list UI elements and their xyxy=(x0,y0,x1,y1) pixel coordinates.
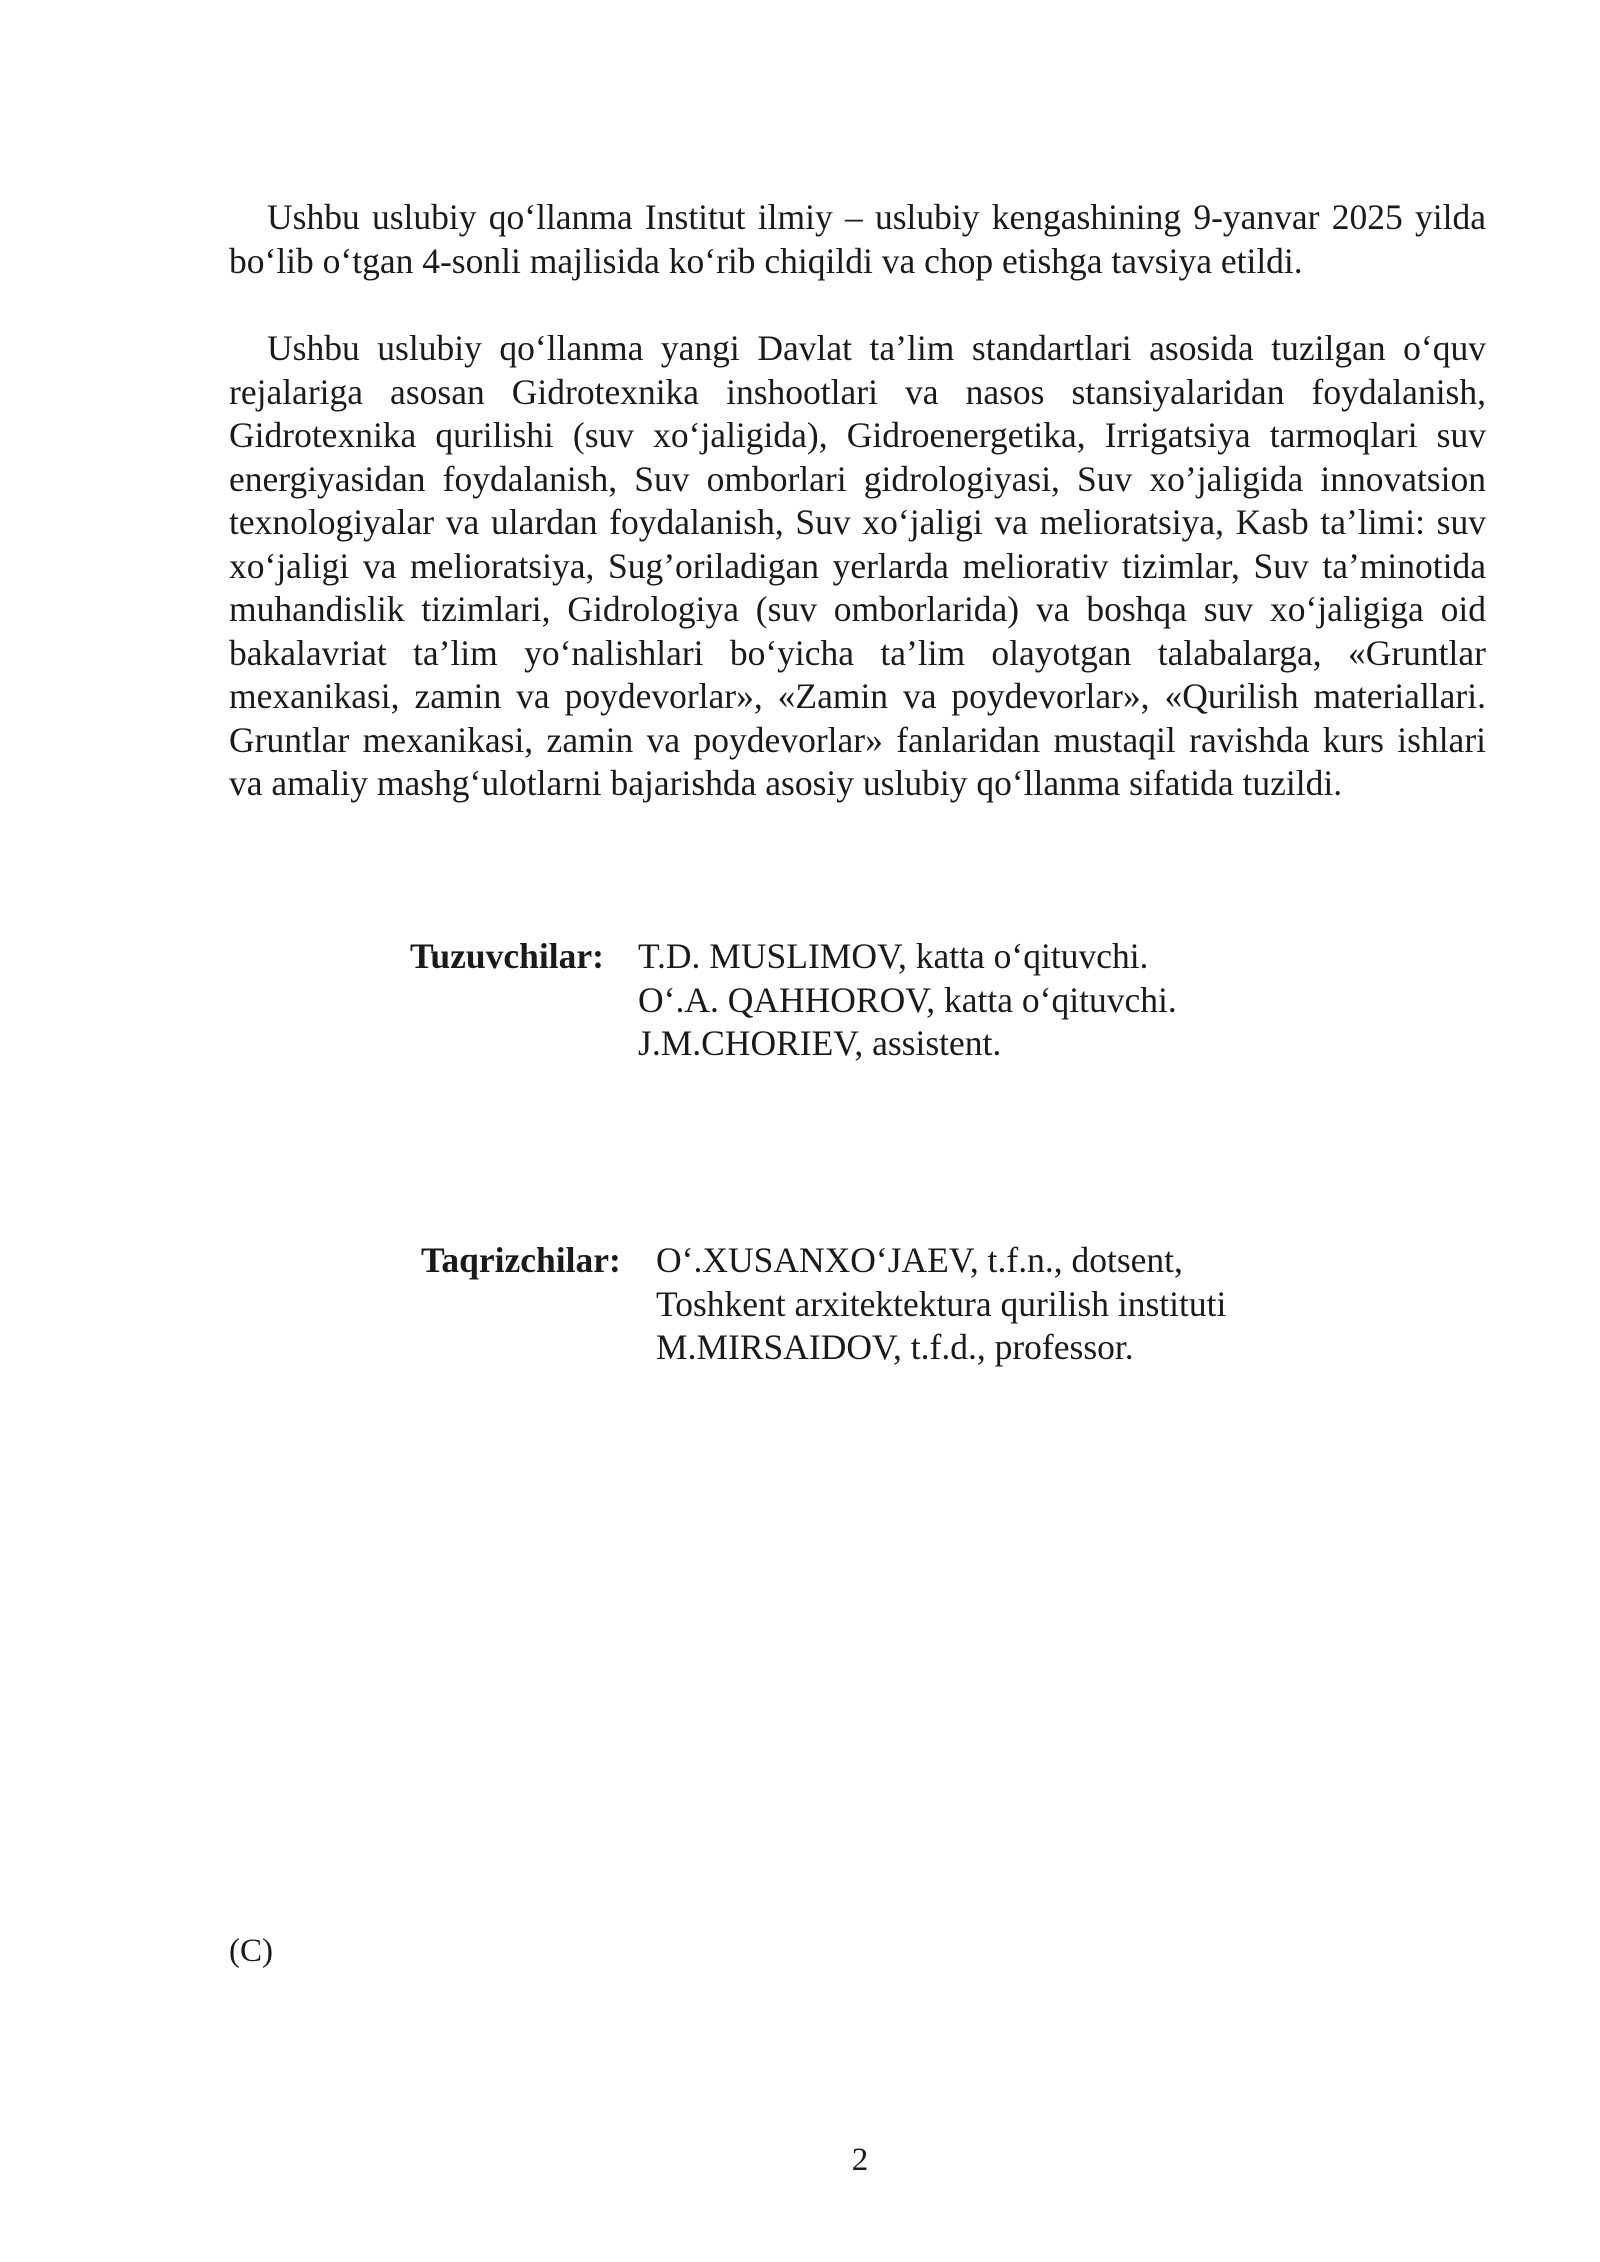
reviewer-affiliation: Toshkent arxitektektura qurilish instituti xyxy=(656,1283,1227,1324)
author-name: J.M.CHORIEV, assistent. xyxy=(638,1023,1002,1063)
page-number: 2 xyxy=(851,2142,869,2178)
author-name: T.D. MUSLIMOV, katta o‘qituvchi. xyxy=(638,936,1149,976)
copyright-mark: (C) xyxy=(229,1933,273,1969)
reviewer-name: M.MIRSAIDOV, t.f.d., professor. xyxy=(656,1327,1134,1367)
approval-paragraph: Ushbu uslubiy qo‘llanma Institut ilmiy – uslubiy kengashining 9-yanvar 2025 yilda bo‘lib o‘tgan 4-sonli majlisida ko‘rib chiqildi va chop etishga tavsiya etildi. xyxy=(229,197,1486,281)
description-paragraph: Ushbu uslubiy qo‘llanma yangi Davlat ta’lim standartlari asosida tuzilgan o‘quv rejalariga asosan Gidrotexnika inshootlari va nasos stansiyalaridan foydalanish, Gidrotexnika qurilishi (suv xo‘jaligida), Gidroenergetika, Irrigatsiya tarmoqlari suv energiyasidan foydalanish, Suv omborlari gidrologiyasi, Suv xo’jaligida innovatsion texnologiyalar va ulardan foydalanish, Suv xo‘jaligi va melioratsiya, Kasb ta’limi: suv xo‘jaligi va melioratsiya, Sug’oriladigan yerlarda meliorativ tizimlar, Suv ta’minotida muhandislik tizimlari, Gidrologiya (suv omborlarida) va boshqa suv xo‘jaligiga oid bakalavriat ta’lim yo‘nalishlari bo‘yicha ta’lim olayotgan talabalarga, «Gruntlar mexanikasi, zamin va poydevorlar», «Zamin va poydevorlar», «Qurilish materiallari. Gruntlar mexanikasi, zamin va poydevorlar» fanlaridan mustaqil ravishda kurs ishlari va amaliy mashg‘ulotlarni bajarishda asosiy uslubiy qo‘llanma sifatida tuzildi. xyxy=(229,328,1486,803)
authors-label: Tuzuvchilar: xyxy=(410,936,604,976)
reviewers-label: Taqrizchilar: xyxy=(421,1240,621,1280)
author-name: O‘.A. QAHHOROV, katta o‘qituvchi. xyxy=(638,979,1177,1020)
reviewers-list xyxy=(656,1239,1226,1370)
reviewer-name: O‘.XUSANXO‘JAEV, t.f.n., dotsent, xyxy=(656,1240,1183,1280)
authors-list xyxy=(638,935,1177,1066)
